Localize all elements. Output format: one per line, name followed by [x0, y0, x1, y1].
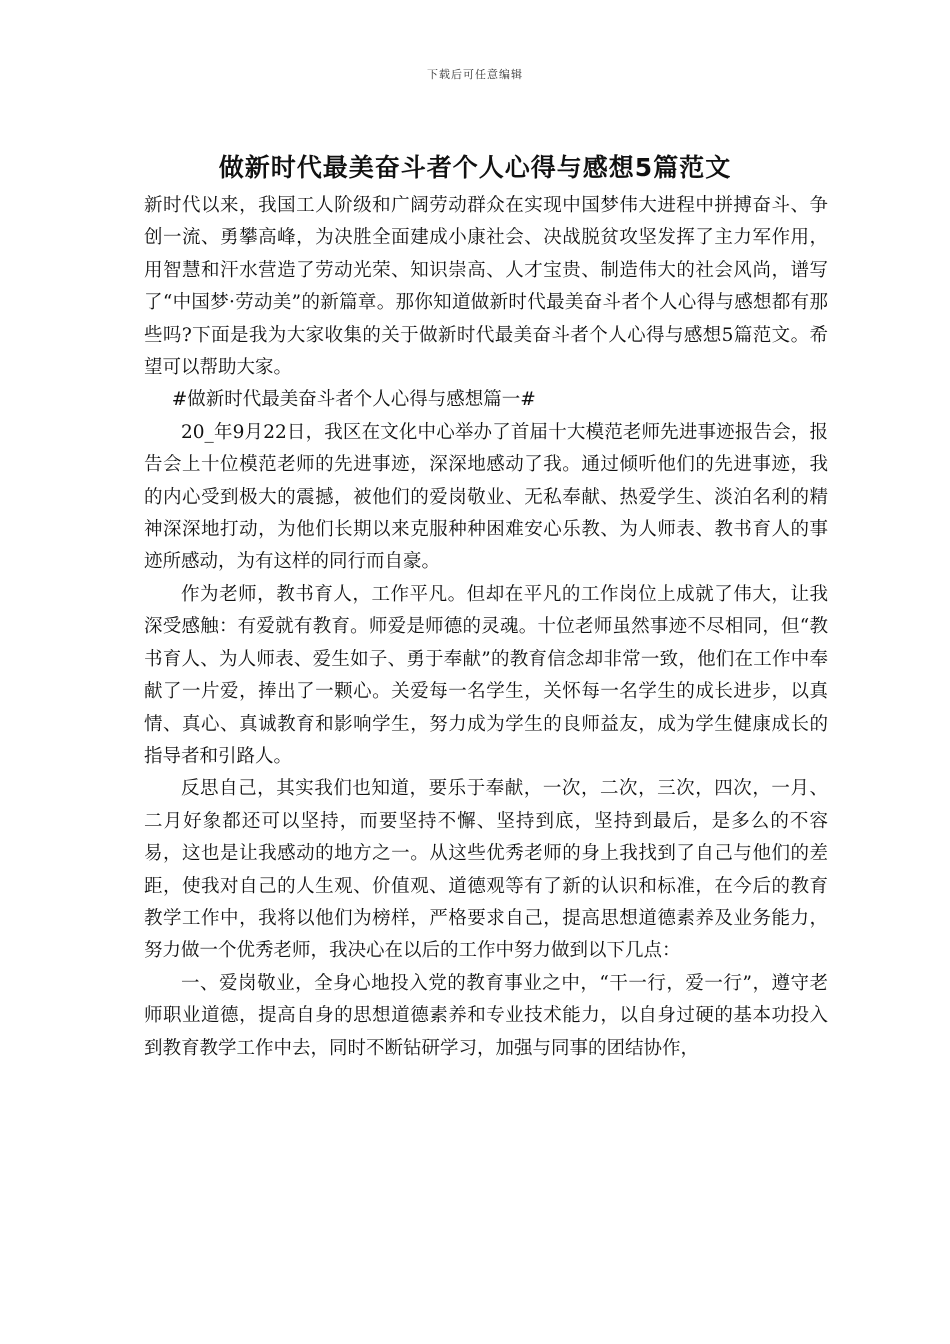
intro-paragraph: 新时代以来，我国工人阶级和广阔劳动群众在实现中国梦伟大进程中拼搏奋斗、争创一流、勇攀高峰，为决胜全面建成小康社会、决战脱贫攻坚发挥了主力军作用，用智慧和汗水营造了劳动光荣、知识崇高、人才宝贵、制造伟大的社会风尚，谱写了“中国梦·劳动美”的新篇章。那你知道做新时代最美奋斗者个人心得与感想都有那些吗?下面是我为大家收集的关于做新时代最美奋斗者个人心得与感想5篇范文。希望可以帮助大家。 — [144, 195, 828, 379]
body-paragraph: 反思自己，其实我们也知道，要乐于奉献，一次，二次，三次，四次，一月、二月好象都还可以坚持，而要坚持不懈、坚持到底，坚持到最后，是多么的不容易，这也是让我感动的地方之一。从这些优秀老师的身上我找到了自己与他们的差距，使我对自己的人生观、价值观、道德观等有了新的认识和标准，在今后的教育教学工作中，我将以他们为榜样，严格要求自己，提高思想道德素养及业务能力，努力做一个优秀老师，我决心在以后的工作中努力做到以下几点： — [144, 778, 828, 962]
document-body — [144, 168, 828, 1065]
section-heading: #做新时代最美奋斗者个人心得与感想篇一# — [171, 389, 536, 411]
body-paragraph: 作为老师，教书育人，工作平凡。但却在平凡的工作岗位上成就了伟大，让我深受感触：有爱就有教育。师爱是师德的灵魂。十位老师虽然事迹不尽相同，但“教书育人、为人师表、爱生如子、勇于奉献”的教育信念却非常一致，他们在工作中奉献了一片爱，捧出了一颗心。关爱每一名学生，关怀每一名学生的成长进步，以真情、真心、真诚教育和影响学生，努力成为学生的良师益友，成为学生健康成长的指导者和引路人。 — [144, 583, 828, 767]
body-paragraph: 一、爱岗敬业，全身心地投入党的教育事业之中，“干一行，爱一行”，遵守老师职业道德，提高自身的思想道德素养和专业技术能力，以自身过硬的基本功投入到教育教学工作中去，同时不断钻研学习，加强与同事的团结协作， — [144, 972, 828, 1059]
body-paragraph: 20_年9月22日，我区在文化中心举办了首届十大模范老师先进事迹报告会，报告会上十位模范老师的先进事迹，深深地感动了我。通过倾听他们的先进事迹，我的内心受到极大的震撼，被他们的爱岗敬业、无私奉献、热爱学生、淡泊名利的精神深深地打动，为他们长期以来克服种种困难安心乐教、为人师表、教书育人的事迹所感动，为有这样的同行而自豪。 — [144, 421, 828, 573]
header-note: 下载后可任意编辑 — [427, 68, 523, 81]
document-title: 做新时代最美奋斗者个人心得与感想5篇范文 — [218, 153, 732, 182]
